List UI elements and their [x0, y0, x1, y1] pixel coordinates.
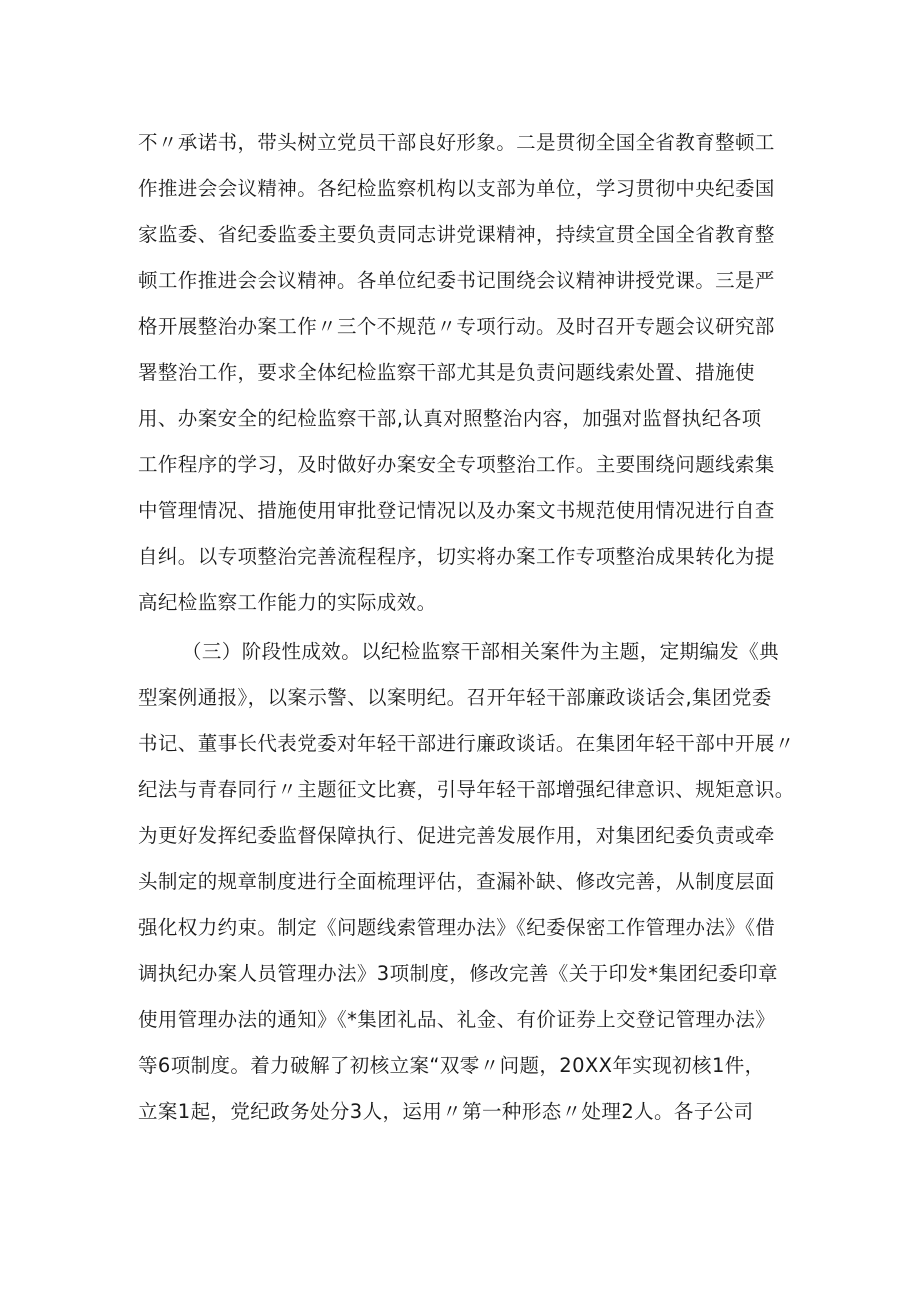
paragraph-line: 工作程序的学习，及时做好办案安全专项整治工作。主要围绕问题线索集 — [138, 453, 775, 476]
paragraph-line: 自纠。以专项整治完善流程程序，切实将办案工作专项整治成果转化为提 — [138, 545, 775, 568]
paragraph-line: 署整治工作，要求全体纪检监察干部尤其是负责问题线索处置、措施使 — [138, 361, 755, 384]
section-heading-line: （三）阶段性成效。以纪检监察干部相关案件为主题，定期编发《典 — [182, 640, 780, 663]
paragraph-line: 高纪检监察工作能力的实际成效。 — [138, 591, 437, 614]
paragraph-line: 书记、董事长代表党委对年轻干部进行廉政谈话。在集团年轻干部中开展〃 — [138, 732, 795, 755]
paragraph-line: 型案例通报》，以案示警、以案明纪。召开年轻干部廉政谈话会,集团党委 — [138, 686, 772, 709]
paragraph-line: 纪法与青春同行〃主题征文比赛，引导年轻干部增强纪律意识、规矩意识。 — [138, 778, 795, 801]
paragraph-line: 中管理情况、措施使用审批登记情况以及办案文书规范使用情况进行自查 — [138, 499, 775, 522]
paragraph-line: 调执纪办案人员管理办法》3项制度，修改完善《关于印发*集团纪委印章 — [138, 962, 778, 985]
paragraph-line: 使用管理办法的通知》《*集团礼品、礼金、有价证券上交登记管理办法》 — [138, 1008, 776, 1031]
paragraph-line: 用、办案安全的纪检监察干部,认真对照整治内容，加强对监督执纪各项 — [138, 407, 762, 430]
paragraph-line: 家监委、省纪委监委主要负责同志讲党课精神，持续宣贯全国全省教育整 — [138, 223, 775, 246]
paragraph-line: 强化权力约束。制定《问题线索管理办法》《纪委保密工作管理办法》《借 — [138, 916, 776, 939]
paragraph-line: 格开展整治办案工作〃三个不规范〃专项行动。及时召开专题会议研究部 — [138, 315, 775, 338]
paragraph-line: 顿工作推进会会议精神。各单位纪委书记围绕会议精神讲授党课。三是严 — [138, 269, 775, 292]
paragraph-line: 作推进会会议精神。各纪检监察机构以支部为单位，学习贯彻中央纪委国 — [138, 177, 775, 200]
paragraph-line: 等6项制度。着力破解了初核立案“双零〃问题，20XX年实现初核1件， — [138, 1054, 765, 1077]
paragraph-line: 立案1起，党纪政务处分3人，运用〃第一种形态〃处理2人。各子公司 — [138, 1100, 754, 1123]
paragraph-line: 为更好发挥纪委监督保障执行、促进完善发展作用，对集团纪委负责或牵 — [138, 824, 775, 847]
paragraph-line: 不〃承诺书，带头树立党员干部良好形象。二是贯彻全国全省教育整顿工 — [138, 131, 775, 154]
paragraph-line: 头制定的规章制度进行全面梳理评估，查漏补缺、修改完善，从制度层面 — [138, 870, 775, 893]
